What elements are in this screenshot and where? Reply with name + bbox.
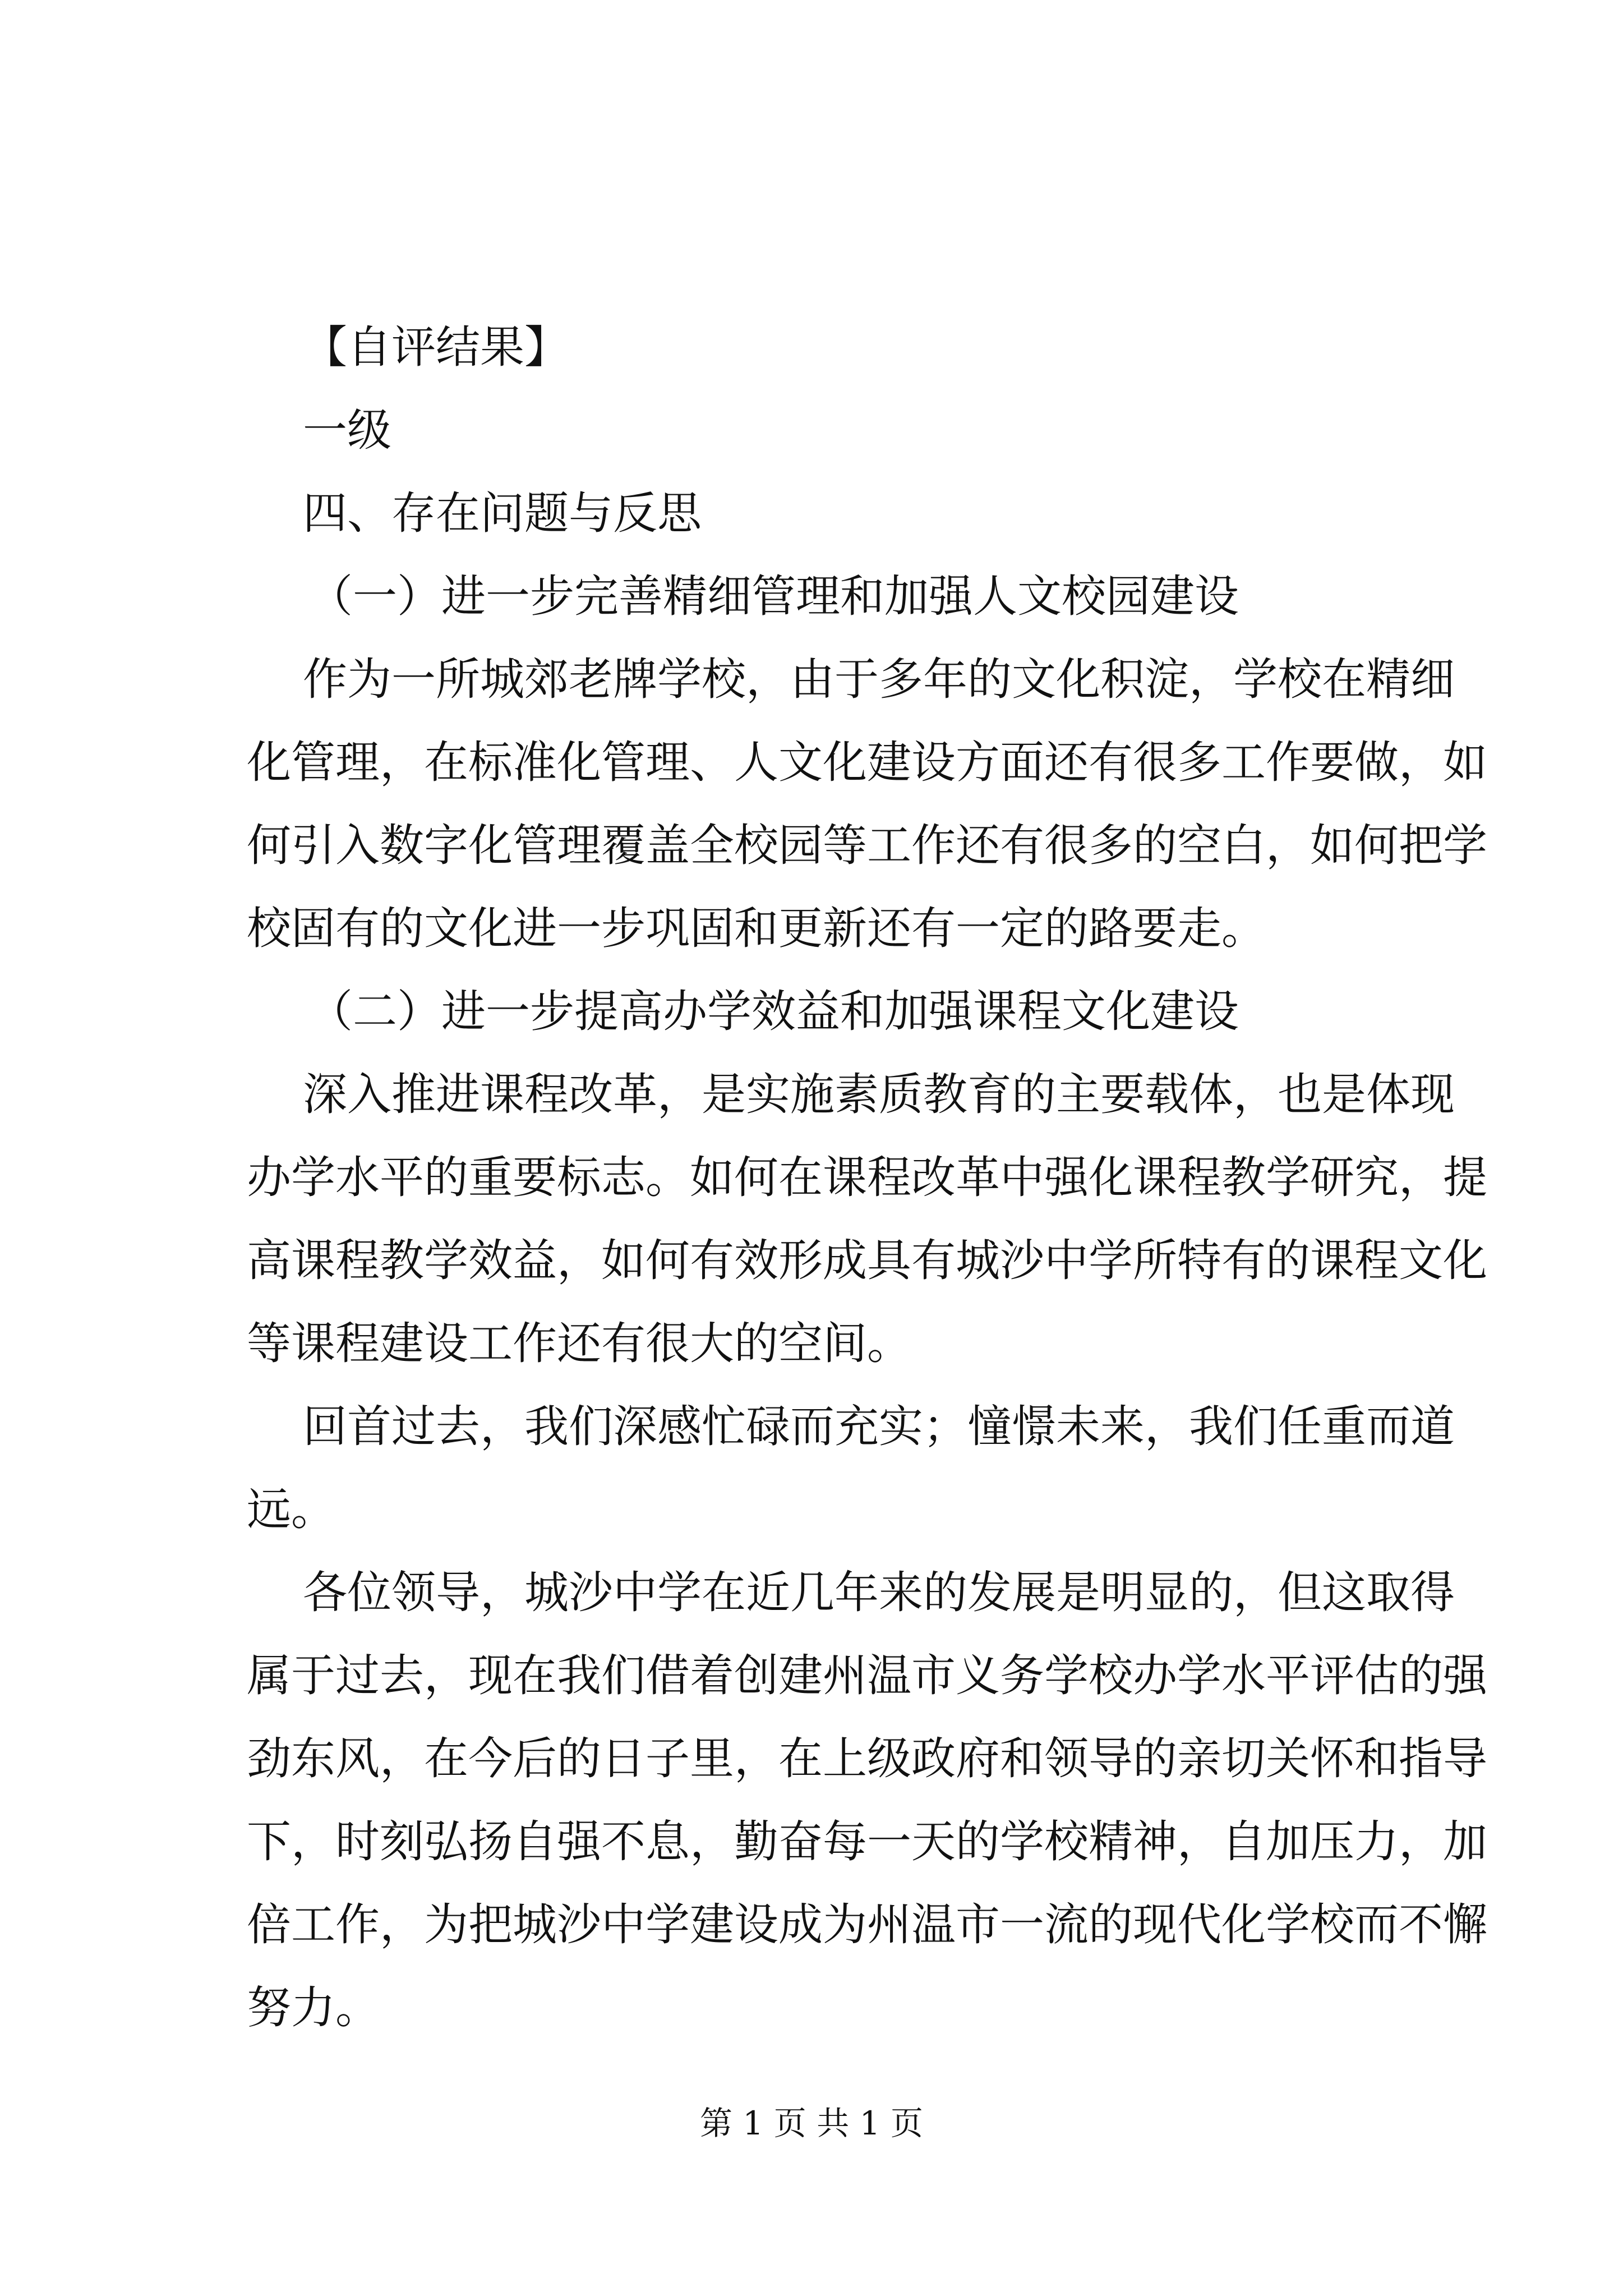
paragraph-line: 深入推进课程改革，是实施素质教育的主要载体，也是体现	[303, 1069, 1455, 1120]
section-heading-problems: 四、存在问题与反思	[303, 487, 702, 539]
page-number-footer: 第 1 页 共 1 页	[700, 2104, 923, 2142]
subsection-heading-1: （一）进一步完善精细管理和加强人文校园建设	[308, 570, 1239, 622]
self-evaluation-result: 一级	[303, 404, 391, 456]
paragraph-closing	[247, 1551, 1487, 2049]
paragraph-line: 回首过去，我们深感忙碌而充实；憧憬未来，我们任重而道	[303, 1401, 1455, 1452]
paragraph-line: 化管理，在标准化管理、人文化建设方面还有很多工作要做，如	[247, 737, 1487, 788]
document-body	[247, 306, 1487, 2049]
paragraph-line: 各位领导，城沙中学在近几年来的发展是明显的，但这取得	[303, 1567, 1455, 1618]
paragraph-line: 校固有的文化进一步巩固和更新还有一定的路要走。	[247, 903, 1266, 954]
paragraph-line: 高课程教学效益，如何有效形成具有城沙中学所特有的课程文化	[247, 1235, 1487, 1286]
paragraph-line: 等课程建设工作还有很大的空间。	[247, 1318, 911, 1369]
paragraph-line: 办学水平的重要标志。如何在课程改革中强化课程教学研究，提	[247, 1152, 1487, 1203]
paragraph-line: 劲东风，在今后的日子里，在上级政府和领导的亲切关怀和指导	[247, 1733, 1487, 1784]
self-evaluation-heading: 【自评结果】	[303, 321, 569, 373]
paragraph-line: 作为一所城郊老牌学校，由于多年的文化积淀，学校在精细	[303, 654, 1455, 705]
paragraph-line: 倍工作，为把城沙中学建设成为州温市一流的现代化学校而不懈	[247, 1899, 1487, 1950]
paragraph-line: 何引入数字化管理覆盖全校园等工作还有很多的空白，如何把学	[247, 820, 1487, 871]
paragraph-line: 属于过去，现在我们借着创建州温市义务学校办学水平评估的强	[247, 1650, 1487, 1701]
subsection-heading-2: （二）进一步提高办学效益和加强课程文化建设	[308, 986, 1239, 1037]
paragraph-management	[247, 638, 1487, 970]
paragraph-line: 下，时刻弘扬自强不息，勤奋每一天的学校精神，自加压力，加	[247, 1816, 1487, 1867]
paragraph-line: 努力。	[247, 1982, 380, 2033]
paragraph-curriculum	[247, 1053, 1487, 1385]
paragraph-line: 远。	[247, 1484, 335, 1535]
paragraph-reflection	[247, 1385, 1455, 1551]
